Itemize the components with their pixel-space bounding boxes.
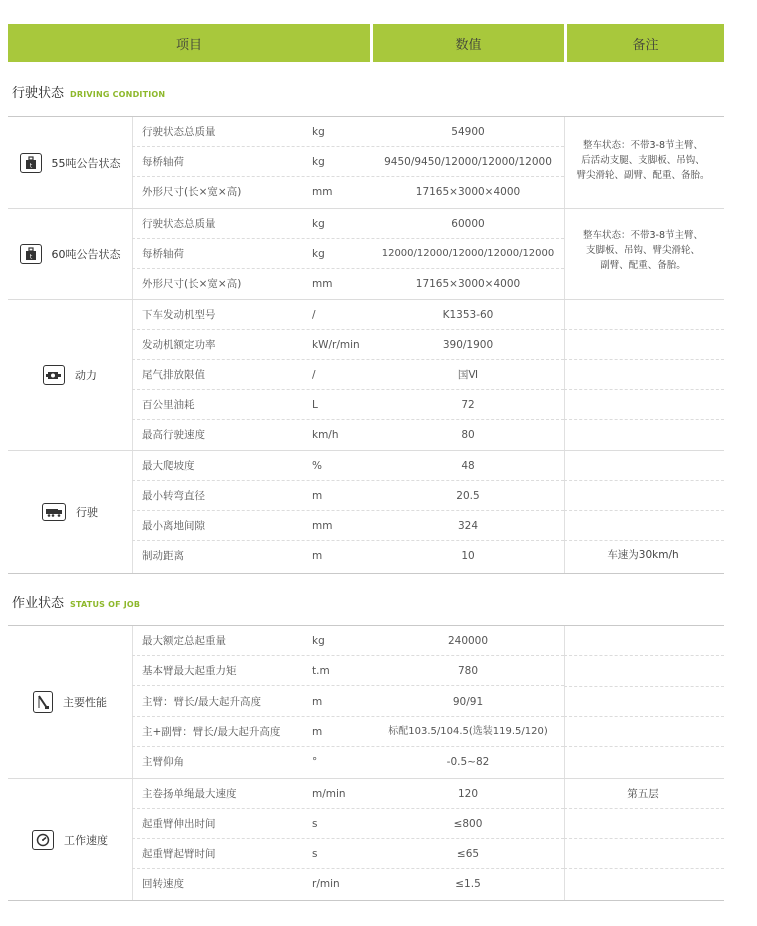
note-divider (564, 419, 724, 420)
table-row (132, 300, 564, 330)
header-value (373, 24, 564, 62)
param-unit: r/min (312, 878, 340, 890)
table-row (132, 177, 564, 207)
weight-icon (20, 153, 42, 173)
note-divider (564, 540, 724, 541)
note-divider (564, 746, 724, 747)
param-value: 17165×3000×4000 (415, 186, 521, 198)
param-unit: s (312, 848, 318, 860)
note-line: 后活动支腿、支脚板、吊钩、 (581, 155, 705, 166)
section-title-en: STATUS OF JOB (70, 600, 141, 609)
column-divider (564, 626, 565, 900)
param-name: 回转速度 (142, 878, 184, 890)
table-row (132, 809, 564, 839)
divider (8, 573, 724, 574)
header-note (567, 24, 724, 62)
param-name: 最大爬坡度 (142, 460, 195, 472)
param-value: 80 (461, 429, 475, 441)
param-unit: / (312, 369, 316, 381)
note-divider (564, 838, 724, 839)
table-row (132, 117, 564, 147)
param-name: 最大额定总起重量 (142, 635, 226, 647)
note-brake: 车速为30km/h (607, 549, 679, 561)
param-unit: % (312, 460, 322, 472)
param-value: 标配103.5/104.5(选装119.5/120) (388, 726, 548, 737)
group-working-speed (8, 779, 132, 900)
param-value: 324 (457, 520, 479, 532)
param-unit: km/h (312, 429, 339, 441)
svg-text:t: t (29, 253, 32, 261)
section-title-en: DRIVING CONDITION (70, 90, 166, 99)
section-title-cn: 作业状态 (12, 596, 65, 611)
param-value: 10 (461, 550, 475, 562)
truck-icon (42, 503, 66, 521)
note-line: 整车状态：不带3-8节主臂、 (582, 140, 704, 151)
param-unit: m (312, 490, 323, 502)
param-value: 390/1900 (442, 339, 494, 351)
param-name: 主卷扬单绳最大速度 (142, 788, 237, 800)
table-row (132, 330, 564, 360)
param-unit: s (312, 818, 318, 830)
param-name: 制动距离 (142, 550, 184, 562)
note-winch: 第五层 (627, 788, 659, 800)
svg-text:t: t (29, 162, 32, 169)
gauge-icon (32, 830, 54, 850)
group-travel (8, 451, 132, 573)
param-value: ≤65 (456, 848, 480, 860)
table-row (132, 420, 564, 450)
table-row (132, 390, 564, 420)
crane-icon (33, 691, 53, 713)
header-note-label: 备注 (632, 37, 659, 53)
param-name: 每桥轴荷 (142, 156, 184, 168)
table-row (132, 360, 564, 390)
table-row (132, 687, 564, 717)
param-name: 主臂仰角 (142, 756, 184, 768)
table-row (132, 511, 564, 541)
section-job-title (12, 592, 140, 611)
note-55t (564, 138, 722, 183)
table-row (132, 779, 564, 809)
table-row (132, 147, 564, 177)
param-unit: m/min (312, 788, 346, 800)
section-driving-title (12, 82, 165, 101)
group-label: 动力 (75, 369, 97, 382)
param-name: 行驶状态总质量 (142, 126, 216, 138)
param-unit: m (312, 696, 323, 708)
param-unit: kW/r/min (312, 339, 360, 351)
param-unit: kg (312, 248, 325, 260)
param-value: 9450/9450/12000/12000/12000 (384, 156, 552, 168)
divider (8, 900, 724, 901)
param-value: 72 (461, 399, 475, 411)
table-row (132, 269, 564, 299)
param-value: 120 (457, 788, 479, 800)
table-row (132, 747, 564, 777)
table-row (132, 541, 564, 571)
table-row (132, 656, 564, 686)
header-value-label: 数值 (455, 37, 482, 53)
group-label: 55吨公告状态 (51, 156, 121, 170)
param-name: 起重臂起臂时间 (142, 848, 216, 860)
param-value: 17165×3000×4000 (415, 278, 521, 290)
param-name: 外形尺寸(长×宽×高) (142, 186, 242, 198)
weight-icon (20, 244, 42, 264)
param-name: 基本臂最大起重力矩 (142, 665, 237, 677)
note-line: 副臂、配重、备胎。 (600, 260, 686, 271)
param-unit: kg (312, 218, 325, 230)
note-divider (564, 389, 724, 390)
param-unit: kg (312, 156, 325, 168)
table-row (132, 869, 564, 899)
param-value: 48 (461, 460, 475, 472)
section-title-cn: 行驶状态 (12, 86, 65, 101)
note-divider (564, 510, 724, 511)
param-value: 240000 (447, 635, 489, 647)
param-name: 最小转弯直径 (142, 490, 205, 502)
param-value: ≤800 (453, 818, 483, 830)
table-row (132, 717, 564, 747)
group-60t (8, 209, 132, 299)
param-value: -0.5~82 (446, 756, 490, 768)
note-divider (564, 359, 724, 360)
note-divider (564, 868, 724, 869)
note-line: 臂尖滑轮、副臂、配重、备胎。 (576, 170, 710, 181)
group-power (8, 300, 132, 450)
table-row (132, 839, 564, 869)
param-name: 每桥轴荷 (142, 248, 184, 260)
table-row (132, 451, 564, 481)
table-row (132, 209, 564, 239)
param-name: 外形尺寸(长×宽×高) (142, 278, 242, 290)
param-value: 60000 (451, 218, 485, 230)
param-unit: m (312, 726, 323, 738)
engine-icon (43, 365, 65, 385)
note-60t (564, 228, 722, 273)
param-value: 国Ⅵ (457, 369, 479, 381)
param-name: 百公里油耗 (142, 399, 195, 411)
param-name: 主臂：臂长/最大起升高度 (142, 696, 262, 708)
param-unit: kg (312, 126, 325, 138)
param-name: 最小离地间隙 (142, 520, 205, 532)
param-unit: L (312, 399, 318, 411)
param-unit: / (312, 309, 316, 321)
param-unit: mm (312, 186, 333, 198)
param-name: 尾气排放限值 (142, 369, 205, 381)
param-unit: kg (312, 635, 325, 647)
param-value: K1353-60 (442, 309, 494, 321)
param-unit: ° (312, 756, 318, 768)
param-value: ≤1.5 (455, 878, 481, 890)
group-label: 工作速度 (64, 833, 108, 847)
param-name: 起重臂伸出时间 (142, 818, 216, 830)
param-name: 最高行驶速度 (142, 429, 205, 441)
group-performance (8, 626, 132, 778)
note-divider (564, 480, 724, 481)
group-label: 行驶 (76, 506, 98, 519)
param-value: 780 (457, 665, 479, 677)
table-row (132, 481, 564, 511)
note-divider (564, 808, 724, 809)
param-value: 12000/12000/12000/12000/12000 (381, 248, 555, 259)
note-line: 整车状态：不带3-8节主臂、 (582, 230, 704, 241)
param-value: 20.5 (456, 490, 480, 502)
note-line: 支脚板、吊钩、臂尖滑轮、 (585, 245, 700, 256)
header-item-label: 项目 (175, 37, 202, 53)
note-divider (564, 655, 724, 656)
table-row (132, 626, 564, 656)
param-name: 发动机额定功率 (142, 339, 216, 351)
param-unit: mm (312, 520, 333, 532)
note-divider (564, 686, 724, 687)
param-unit: m (312, 550, 323, 562)
param-value: 54900 (451, 126, 485, 138)
group-label: 60吨公告状态 (51, 248, 121, 261)
note-divider (564, 329, 724, 330)
group-55t (8, 117, 132, 208)
param-name: 主+副臂：臂长/最大起升高度 (142, 726, 281, 738)
note-divider (564, 716, 724, 717)
param-unit: t.m (312, 665, 330, 677)
param-unit: mm (312, 278, 333, 290)
column-divider (564, 117, 565, 573)
header-item (8, 24, 370, 62)
group-label: 主要性能 (63, 696, 107, 709)
param-value: 90/91 (452, 696, 484, 708)
table-row (132, 239, 564, 269)
param-name: 行驶状态总质量 (142, 218, 216, 230)
param-name: 下车发动机型号 (142, 309, 216, 321)
